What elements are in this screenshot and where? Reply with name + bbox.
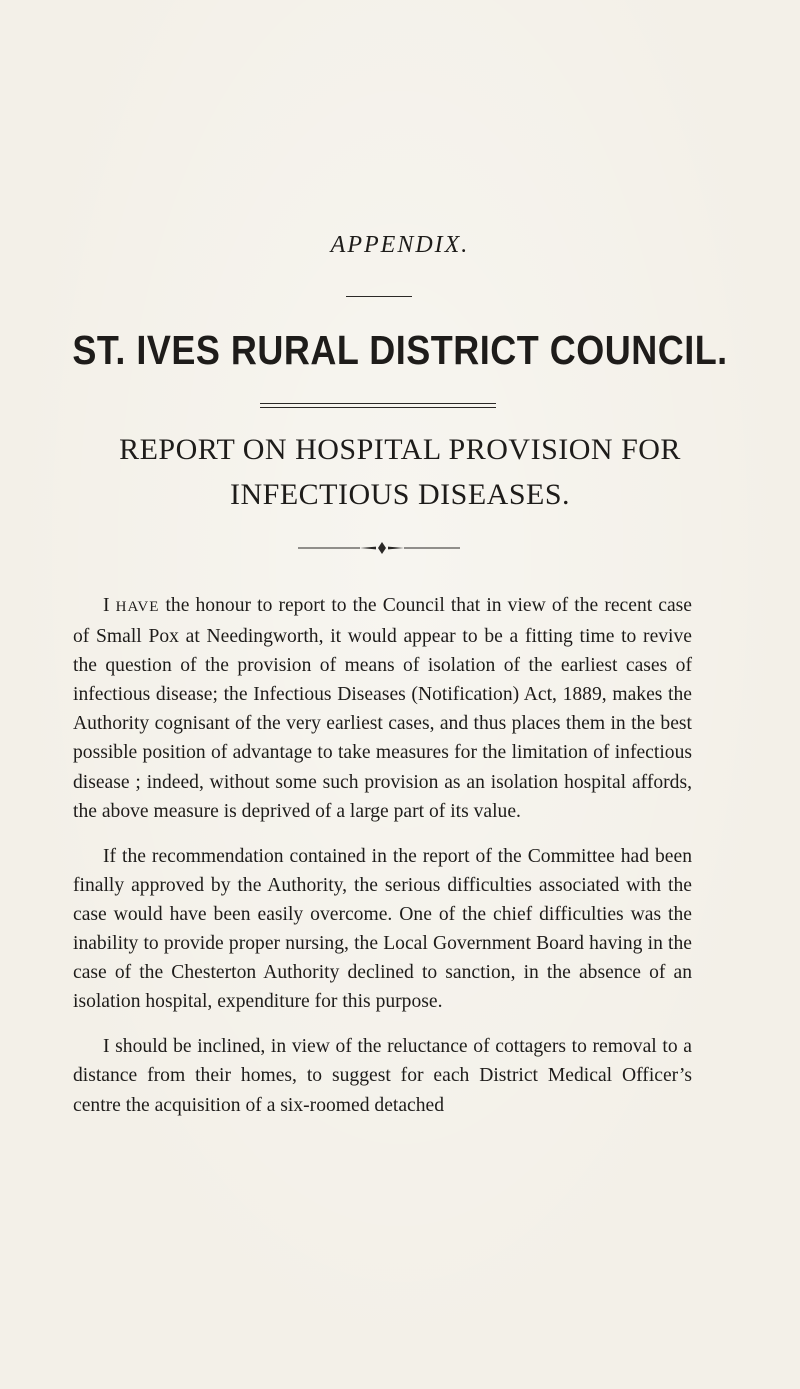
paragraph-1 <box>73 591 692 826</box>
report-body <box>73 591 692 1120</box>
paragraph-1-first-word: I <box>103 595 110 616</box>
report-title: REPORT ON HOSPITAL PROVISION FOR INFECTIOUS DISEASES. <box>119 433 681 511</box>
double-divider-rule-top <box>260 403 496 404</box>
paragraph-2: If the recommendation contained in the report of the Committee had been finally approved by the Authority, the serious difficulties associated with the case would have been easily overcome. One of the chief difficulties was the inability to provide proper nursing, the Local Government Board having in the case of the Chesterton Authority declined to sanction, in the absence of an isolation hospital, expenditure for this purpose. <box>73 845 692 1013</box>
paragraph-1-text: the honour to report to the Council that in view of the recent case of Small Pox at Needingworth, it would appear to be a fitting time to revive the question of the provision of means of isolation of the earliest cases of infectious disease; the Infectious Diseases (Notification) Act, 1889, makes the Authority cognisant of the very earliest cases, and thus places them in the best possible position of advantage to take measures for the limitation of infectious disease ; indeed, without some such provision as an isolation hospital affords, the above measure is deprived of a large part of its value. <box>73 595 692 822</box>
council-title: ST. IVES RURAL DISTRICT COUNCIL. <box>72 327 728 373</box>
short-divider-rule <box>346 296 412 297</box>
double-divider-rule-bottom <box>260 407 496 408</box>
appendix-heading: APPENDIX. <box>330 232 470 258</box>
paragraph-1-small-caps: HAVE <box>115 599 160 615</box>
ornament-divider-icon <box>298 541 460 555</box>
paragraph-3: I should be inclined, in view of the reluctance of cottagers to removal to a distance from their homes, to suggest for each District Medical Officer’s centre the acquisition of a six-roomed detached <box>73 1036 692 1116</box>
